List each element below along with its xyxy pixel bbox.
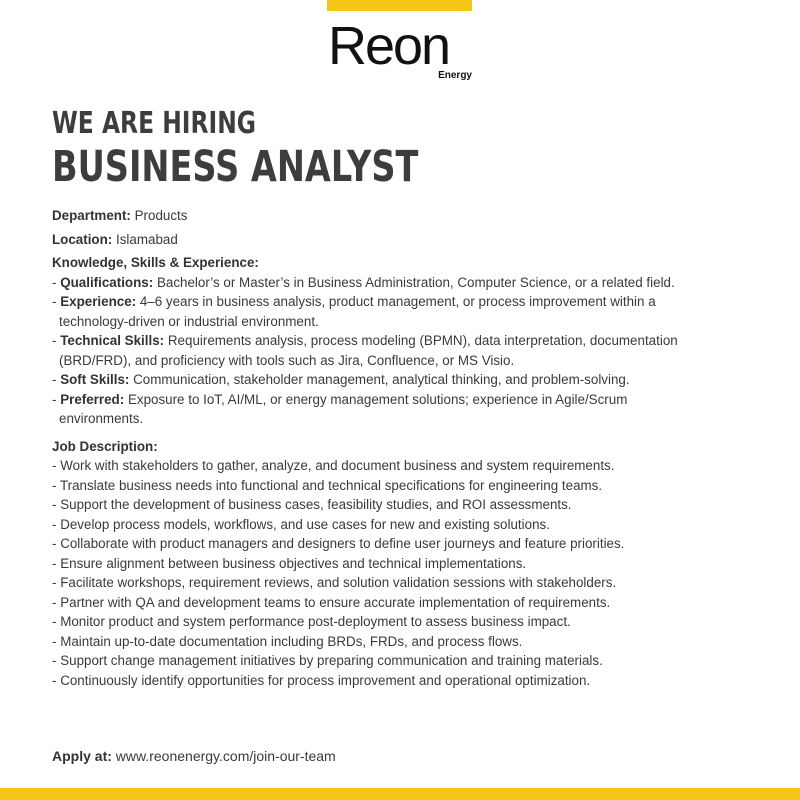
jd-item: - Continuously identify opportunities for process improvement and operational optimization.: [52, 672, 591, 688]
kse-item-text: Exposure to IoT, AI/ML, or energy management solutions; experience in Agile/Scrum: [127, 391, 628, 407]
location-value: Islamabad: [116, 231, 178, 247]
kse-item-text: 4–6 years in business analysis, product management, or process improvement within a: [139, 294, 656, 309]
kse-item-line: - Soft Skills: Communication, stakeholder management, analytical thinking, and problem-solving.: [52, 372, 630, 387]
jd-item: - Support the development of business cases, feasibility studies, and ROI assessments.: [52, 497, 572, 512]
jd-item: - Develop process models, workflows, and use cases for new and existing solutions.: [52, 516, 550, 532]
jd-item-text: Ensure alignment between business objectives and technical implementations.: [60, 555, 527, 571]
kse-item-label: Technical Skills:: [60, 333, 165, 348]
jd-list: [52, 456, 772, 690]
kse-item-text: environments.: [59, 411, 144, 426]
jd-item: - Translate business needs into functional and technical specifications for engineering teams.: [52, 477, 603, 493]
jd-item-text: Maintain up-to-date documentation including BRDs, FRDs, and process flows.: [60, 633, 523, 649]
jd-item: - Monitor product and system performance post-deployment to assess business impact.: [52, 614, 571, 629]
logo-subtitle: Energy: [438, 70, 472, 81]
location-label: Location:: [52, 231, 113, 247]
job-title: BUSINESS ANALYST: [52, 142, 419, 192]
reon-energy-logo: [328, 18, 476, 86]
kse-item-text: Communication, stakeholder management, analytical thinking, and problem-solving.: [133, 372, 630, 387]
jd-item-text: Monitor product and system performance post-deployment to assess business impact.: [60, 614, 571, 629]
kse-item-line: [52, 409, 772, 429]
job-details: [52, 206, 772, 690]
kse-item-line: - Technical Skills: Requirements analysis, process modeling (BPMN), data interpretation, documentation: [52, 333, 678, 348]
hiring-heading: WE ARE HIRING: [52, 106, 257, 141]
jd-heading: Job Description:: [52, 438, 158, 454]
jd-item-text: Partner with QA and development teams to ensure accurate implementation of requirements.: [60, 594, 611, 610]
jd-item-text: Facilitate workshops, requirement reviews, and solution validation sessions with stakeholders.: [60, 575, 617, 590]
kse-item-line: - Qualifications: Bachelor’s or Master’s in Business Administration, Computer Science, or a related field.: [52, 274, 675, 290]
department-value: Products: [134, 208, 188, 223]
jd-item-text: Continuously identify opportunities for process improvement and operational optimization.: [60, 672, 591, 688]
kse-item-text: (BRD/FRD), and proficiency with tools such as Jira, Confluence, or MS Visio.: [59, 352, 515, 368]
kse-item-label: Qualifications:: [60, 274, 154, 290]
kse-item-label: Soft Skills:: [60, 372, 130, 387]
logo-wordmark: Reon: [328, 16, 450, 76]
jd-item: - Maintain up-to-date documentation including BRDs, FRDs, and process flows.: [52, 633, 523, 649]
top-accent-bar: [327, 0, 472, 11]
kse-item-text: Bachelor’s or Master’s in Business Administration, Computer Science, or a related field.: [156, 274, 675, 290]
kse-item-line: [52, 351, 772, 371]
location-row: [52, 230, 772, 250]
kse-item-line: - Experience: 4–6 years in business analysis, product management, or process improvement within a: [52, 294, 656, 309]
kse-item-line: - Preferred: Exposure to IoT, AI/ML, or energy management solutions; experience in Agile/Scrum: [52, 391, 628, 407]
jd-item-text: Translate business needs into functional and technical specifications for engineering teams.: [59, 477, 603, 493]
jd-item: - Partner with QA and development teams to ensure accurate implementation of requirements.: [52, 594, 611, 610]
department-label: Department:: [52, 208, 131, 223]
jd-item-text: Support change management initiatives by preparing communication and training materials.: [60, 653, 603, 668]
kse-item-text: Requirements analysis, process modeling (BPMN), data interpretation, documentation: [167, 333, 678, 348]
bottom-accent-bar: [0, 788, 800, 800]
kse-item-label: Experience:: [60, 294, 137, 309]
jd-item-text: Support the development of business cases, feasibility studies, and ROI assessments.: [60, 497, 572, 512]
jd-item: - Collaborate with product managers and designers to define user journeys and feature priorities.: [52, 536, 625, 551]
jd-item: - Work with stakeholders to gather, analyze, and document business and system requirements.: [52, 458, 615, 473]
jd-item: - Ensure alignment between business objectives and technical implementations.: [52, 555, 527, 571]
kse-item-text: technology-driven or industrial environment.: [59, 313, 319, 329]
apply-url[interactable]: www.reonenergy.com/join-our-team: [115, 748, 336, 764]
kse-item-line: [52, 312, 772, 332]
apply-line: [52, 746, 336, 766]
department-row: [52, 206, 772, 226]
kse-list: [52, 273, 772, 429]
apply-label: Apply at:: [52, 748, 112, 764]
jd-item-text: Collaborate with product managers and designers to define user journeys and feature priorities.: [60, 536, 625, 551]
jd-item-text: Develop process models, workflows, and use cases for new and existing solutions.: [60, 516, 550, 532]
jd-item-text: Work with stakeholders to gather, analyze, and document business and system requirements.: [60, 458, 615, 473]
jd-item: - Facilitate workshops, requirement reviews, and solution validation sessions with stakeholders.: [52, 575, 617, 590]
kse-heading: Knowledge, Skills & Experience:: [52, 255, 259, 270]
jd-item: - Support change management initiatives by preparing communication and training materials.: [52, 653, 603, 668]
kse-item-label: Preferred:: [60, 391, 125, 407]
